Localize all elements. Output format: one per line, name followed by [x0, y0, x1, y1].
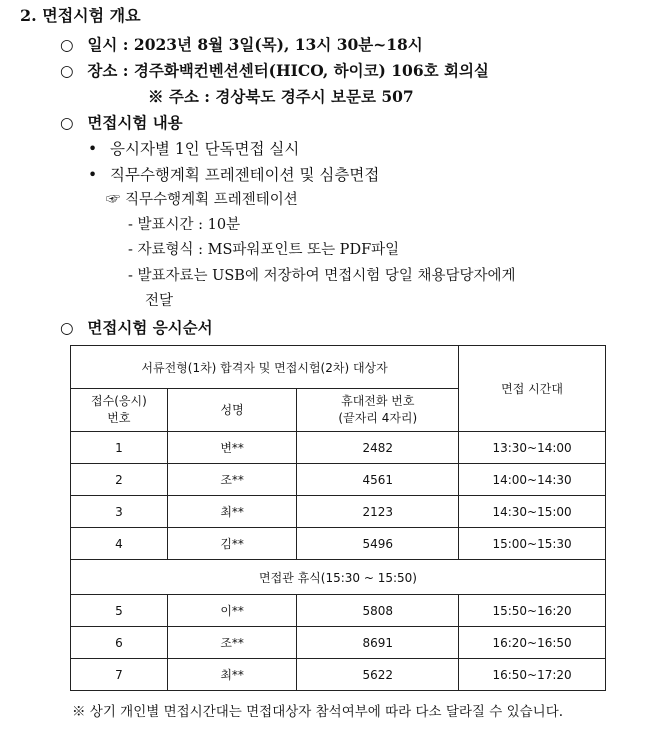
content-title: 면접시험 내용: [87, 113, 183, 132]
datetime-colon: :: [122, 35, 129, 54]
content-item-text: 응시자별 1인 단독면접 실시: [110, 140, 300, 158]
name-cell: 이**: [167, 595, 297, 627]
circle-bullet-icon: ○: [60, 318, 74, 337]
section-title: 2. 면접시험 개요: [20, 6, 141, 25]
table-row: [71, 464, 606, 496]
address-label: 주소: [168, 87, 199, 106]
time-cell: 16:20~16:50: [459, 627, 606, 659]
phone-header-line: (끝자리 4자리): [338, 411, 418, 425]
phone-cell: 2482: [297, 432, 459, 464]
detail-line: - 발표자료는 USB에 저장하여 면접시험 당일 채용담당자에게: [128, 268, 516, 284]
name-cell: 김**: [167, 528, 297, 560]
table-row: [71, 432, 606, 464]
time-cell: 13:30~14:00: [459, 432, 606, 464]
table-header-row: [71, 346, 606, 389]
phone-cell: 5496: [297, 528, 459, 560]
venue-value: 경주화백컨벤션센터(HICO, 하이코) 106호 회의실: [133, 61, 489, 80]
venue-colon: :: [122, 61, 129, 80]
number-cell: 1: [71, 432, 168, 464]
address-line: [148, 87, 414, 107]
name-cell: 최**: [167, 659, 297, 691]
detail-line: - 발표시간 : 10분: [128, 217, 241, 233]
interview-schedule-table: [70, 345, 606, 691]
phone-header-line: 휴대전화 번호: [341, 394, 415, 408]
circle-bullet-icon: ○: [60, 35, 74, 54]
detail-line-continued: 전달: [145, 293, 174, 309]
time-cell: 14:00~14:30: [459, 464, 606, 496]
break-row: [71, 560, 606, 595]
number-cell: 5: [71, 595, 168, 627]
name-cell: 변**: [167, 432, 297, 464]
phone-cell: 5622: [297, 659, 459, 691]
venue-label: 장소: [87, 61, 118, 80]
phone-cell: 5808: [297, 595, 459, 627]
phone-cell: 2123: [297, 496, 459, 528]
footnote: ※ 상기 개인별 면접시간대는 면접대상자 참석여부에 따라 다소 달라질 수 있습니다.: [72, 704, 564, 720]
time-cell: 16:50~17:20: [459, 659, 606, 691]
number-cell: 3: [71, 496, 168, 528]
number-cell: 7: [71, 659, 168, 691]
circle-bullet-icon: ○: [60, 113, 74, 132]
number-cell: 4: [71, 528, 168, 560]
datetime-value: 2023년 8월 3일(목), 13시 30분~18시: [133, 35, 423, 54]
name-header-cell: 성명: [167, 389, 297, 432]
order-title: 면접시험 응시순서: [87, 318, 213, 337]
phone-cell: 8691: [297, 627, 459, 659]
name-cell: 조**: [167, 627, 297, 659]
break-cell: 면접관 휴식(15:30 ~ 15:50): [71, 560, 606, 595]
content-item-text: 직무수행계획 프레젠테이션 및 심층면접: [110, 166, 380, 184]
number-cell: 6: [71, 627, 168, 659]
datetime-label: 일시: [87, 35, 118, 54]
time-header-cell: 면접 시간대: [459, 346, 606, 432]
time-cell: 15:50~16:20: [459, 595, 606, 627]
table-row: [71, 528, 606, 560]
order-heading: [60, 318, 213, 338]
dot-bullet-icon: •: [88, 140, 98, 158]
content-heading: [60, 113, 183, 133]
reference-mark-icon: ※: [148, 87, 164, 106]
group-header-cell: 서류전형(1차) 합격자 및 면접시험(2차) 대상자: [71, 346, 459, 389]
phone-cell: 4561: [297, 464, 459, 496]
phone-header-cell: [297, 389, 459, 432]
number-header-line: 접수(응시): [91, 394, 147, 408]
content-item: [88, 139, 299, 159]
number-cell: 2: [71, 464, 168, 496]
venue-line: [60, 61, 489, 81]
address-value: 경상북도 경주시 보문로 507: [215, 87, 414, 106]
detail-line: - 자료형식 : MS파워포인트 또는 PDF파일: [128, 242, 400, 258]
number-header-cell: [71, 389, 168, 432]
time-cell: 15:00~15:30: [459, 528, 606, 560]
table-row: [71, 627, 606, 659]
datetime-line: [60, 35, 423, 55]
number-header-line: 번호: [107, 411, 131, 425]
name-cell: 조**: [167, 464, 297, 496]
name-cell: 최**: [167, 496, 297, 528]
table-row: [71, 595, 606, 627]
circle-bullet-icon: ○: [60, 61, 74, 80]
presentation-subtitle: ☞ 직무수행계획 프레젠테이션: [106, 192, 298, 208]
time-cell: 14:30~15:00: [459, 496, 606, 528]
table-row: [71, 496, 606, 528]
table-row: [71, 659, 606, 691]
content-item: [88, 165, 379, 185]
address-colon: :: [204, 87, 211, 106]
dot-bullet-icon: •: [88, 166, 98, 184]
